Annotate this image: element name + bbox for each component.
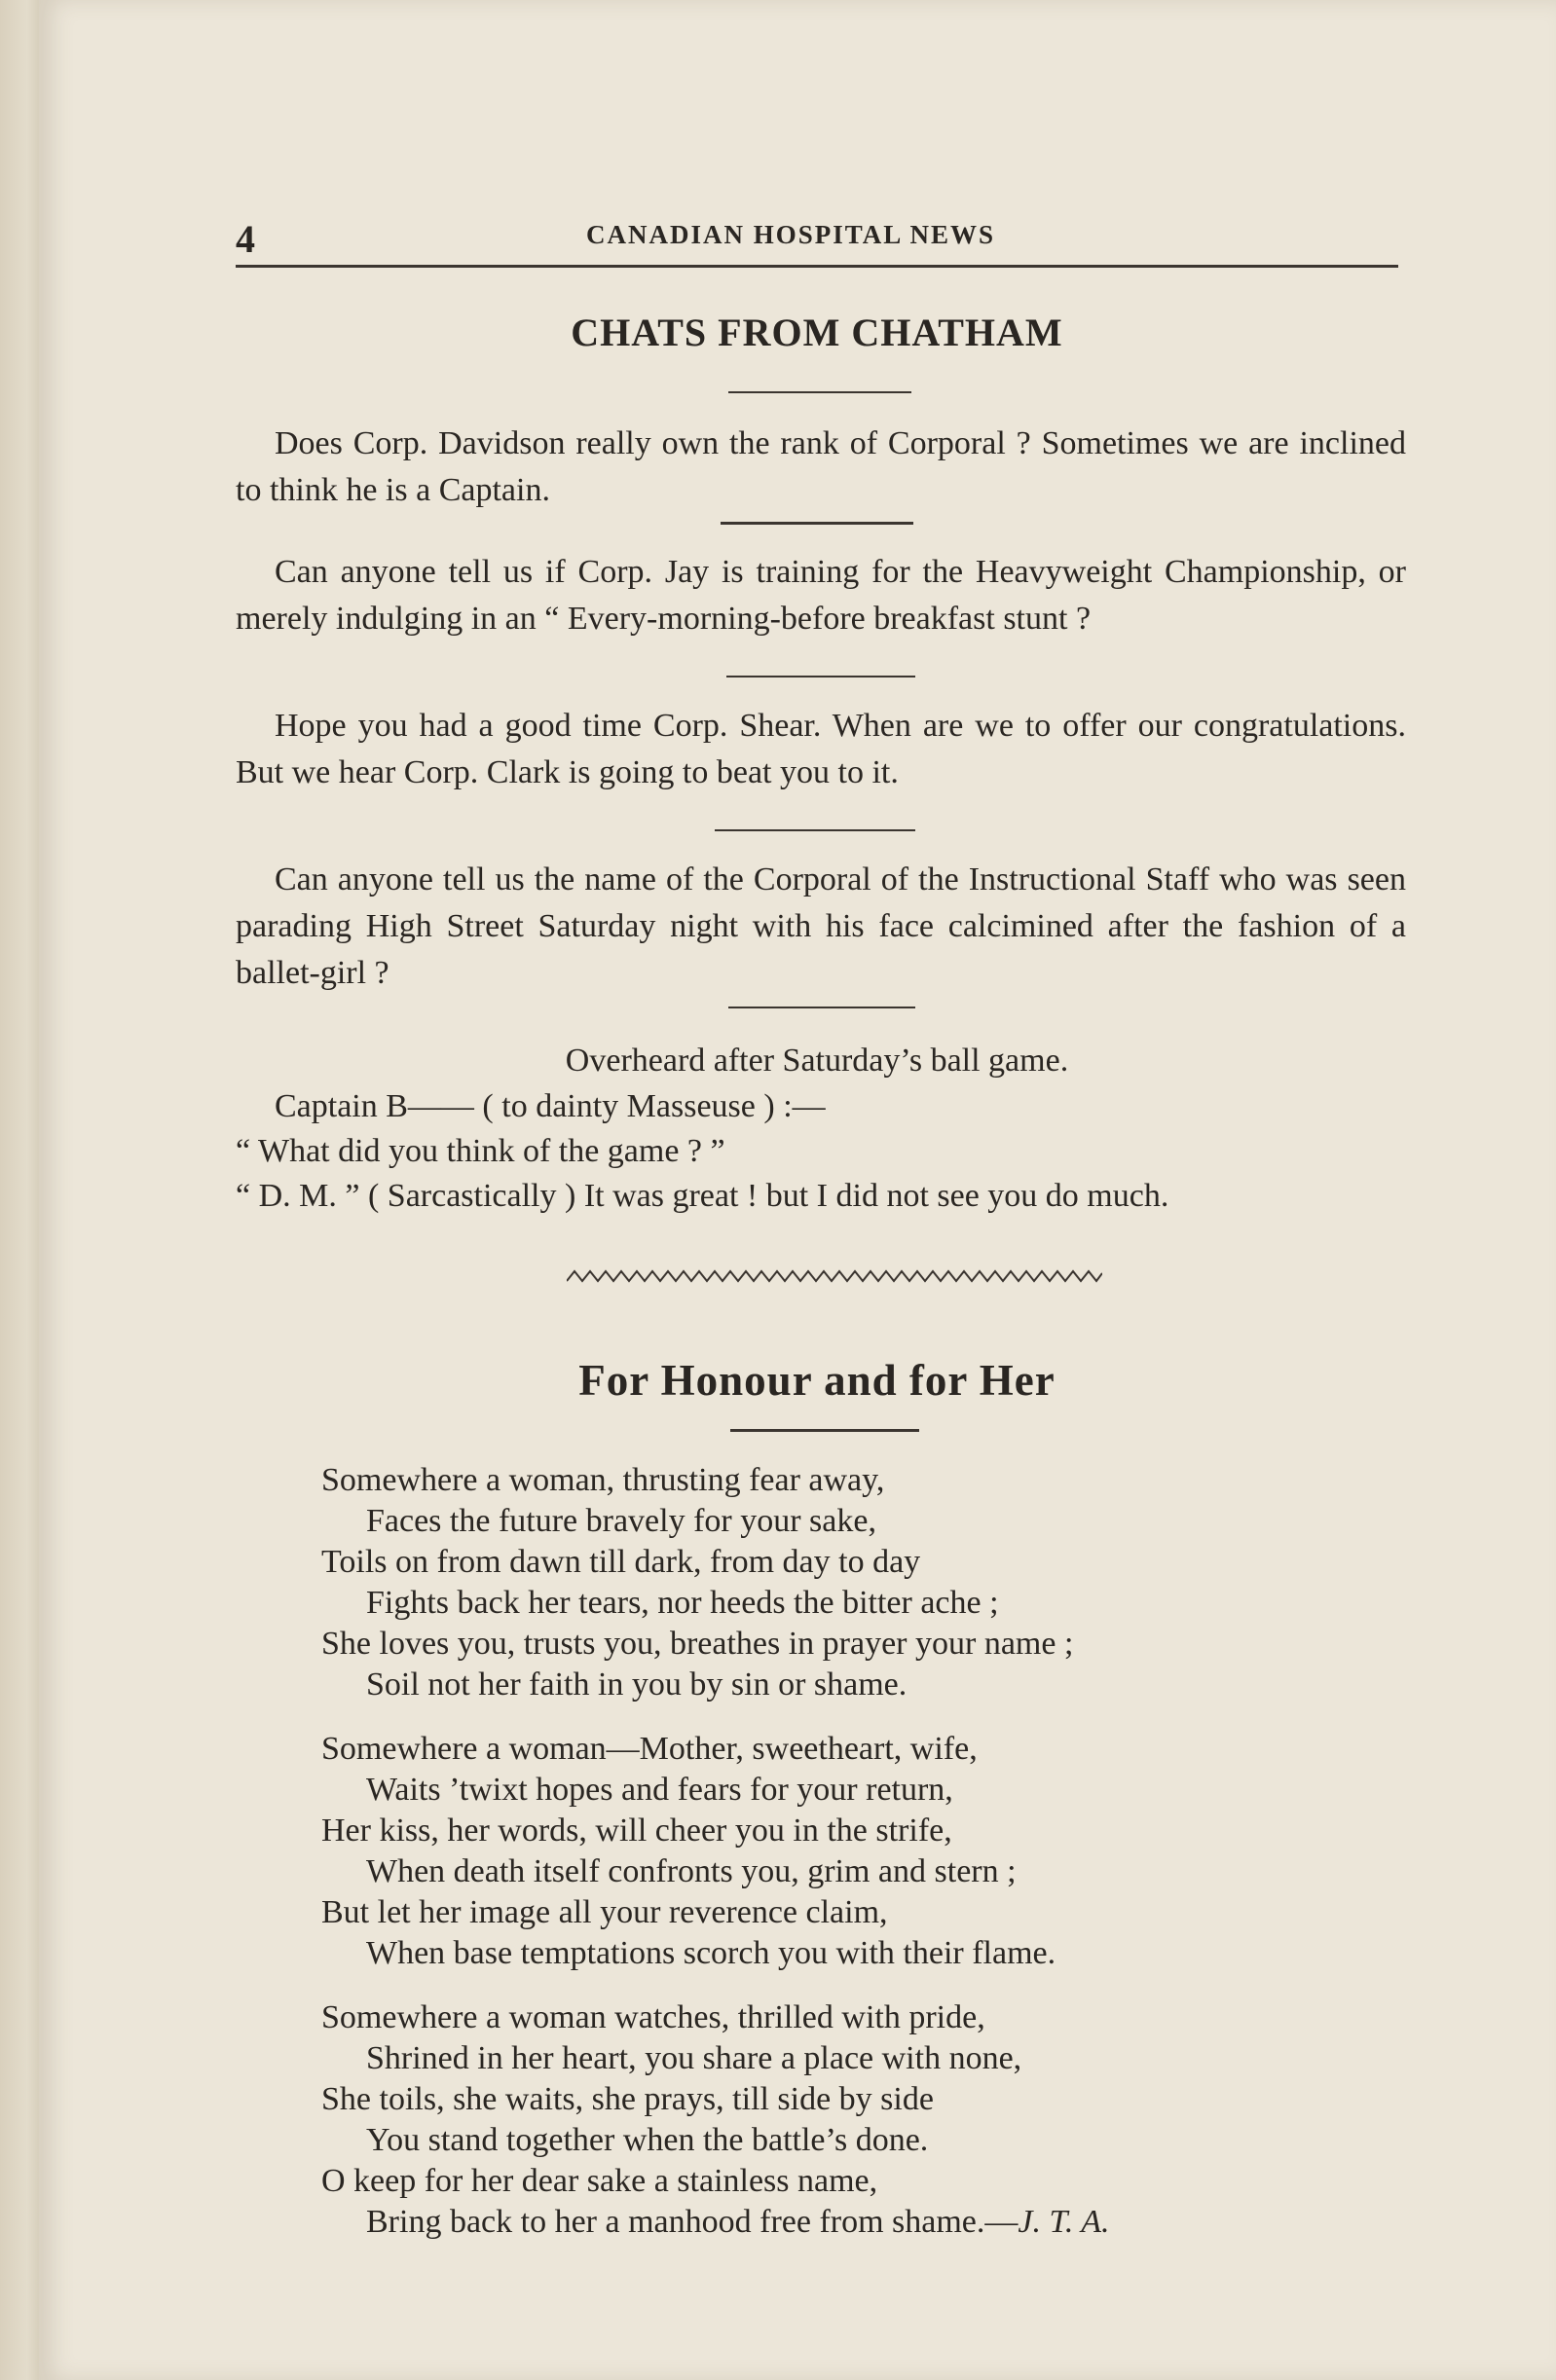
divider xyxy=(728,1007,915,1008)
chats-paragraph: Can anyone tell us the name of the Corporal of the Instructional Staff who was seen parading High Street Saturday night with his face calcimined after the fashion of a ballet-girl ? xyxy=(236,861,1406,991)
poem-stanza xyxy=(321,1460,1412,1705)
section-title-chats: CHATS FROM CHATHAM xyxy=(571,311,1063,354)
poem-line: Shrined in her heart, you share a place with none, xyxy=(366,2040,1022,2076)
poem-line: Somewhere a woman watches, thrilled with pride, xyxy=(321,1999,985,2035)
poem-line: When base temptations scorch you with their flame. xyxy=(366,1935,1056,1971)
poem-line: Faces the future bravely for your sake, xyxy=(366,1503,876,1539)
poem-stanza xyxy=(321,1997,1412,2243)
poem-attribution: J. T. A. xyxy=(1018,2204,1110,2240)
divider xyxy=(730,1429,919,1432)
overheard-line: Overheard after Saturday’s ball game. xyxy=(565,1043,1069,1079)
poem-line: Fights back her tears, nor heeds the bitter ache ; xyxy=(366,1585,999,1621)
dialogue-line: Captain B—— ( to dainty Masseuse ) :— xyxy=(275,1088,826,1124)
dialogue-line: “ What did you think of the game ? ” xyxy=(236,1133,725,1169)
poem-line: Toils on from dawn till dark, from day to day xyxy=(321,1544,921,1580)
poem-line: Soil not her faith in you by sin or shame. xyxy=(366,1666,908,1703)
poem-line: Waits ’twixt hopes and fears for your return, xyxy=(366,1772,953,1808)
chats-paragraph: Hope you had a good time Corp. Shear. When are we to offer our congratulations. But we hear Corp. Clark is going to beat you to it. xyxy=(236,708,1406,790)
running-title: CANADIAN HOSPITAL NEWS xyxy=(586,220,996,249)
ornamental-squiggle xyxy=(567,1263,1102,1287)
poem-line: Somewhere a woman—Mother, sweetheart, wife, xyxy=(321,1731,978,1767)
page-edge xyxy=(0,0,39,2380)
chats-paragraph: Does Corp. Davidson really own the rank of Corporal ? Sometimes we are inclined to think he is a Captain. xyxy=(236,425,1406,508)
poem-line: When death itself confronts you, grim and stern ; xyxy=(366,1853,1017,1889)
poem-line: O keep for her dear sake a stainless name, xyxy=(321,2163,878,2199)
divider xyxy=(721,522,913,525)
poem-line: You stand together when the battle’s done. xyxy=(366,2122,929,2158)
section-title-poem: For Honour and for Her xyxy=(578,1356,1056,1405)
poem-line: Her kiss, her words, will cheer you in the strife, xyxy=(321,1812,952,1849)
poem-stanza xyxy=(321,1729,1412,1974)
header-rule xyxy=(236,265,1398,268)
dialogue-line: “ D. M. ” ( Sarcastically ) It was great ! but I did not see you do much. xyxy=(236,1178,1169,1214)
poem-line: But let her image all your reverence claim, xyxy=(321,1894,888,1930)
poem-line: She loves you, trusts you, breathes in prayer your name ; xyxy=(321,1626,1074,1662)
poem-line-text: Bring back to her a manhood free from shame.— xyxy=(366,2204,1019,2240)
divider xyxy=(728,391,911,393)
dialogue xyxy=(236,1084,1406,1219)
page-number: 4 xyxy=(236,217,255,261)
chats-paragraph: Can anyone tell us if Corp. Jay is training for the Heavyweight Championship, or merely indulging in an “ Every-morning-before breakfast stunt ? xyxy=(236,554,1406,637)
page-header xyxy=(236,212,1398,271)
divider xyxy=(715,829,915,831)
poem-line: Somewhere a woman, thrusting fear away, xyxy=(321,1462,885,1498)
poem-line: She toils, she waits, she prays, till side by side xyxy=(321,2081,934,2117)
poem-line xyxy=(321,2202,1412,2243)
divider xyxy=(726,676,915,677)
